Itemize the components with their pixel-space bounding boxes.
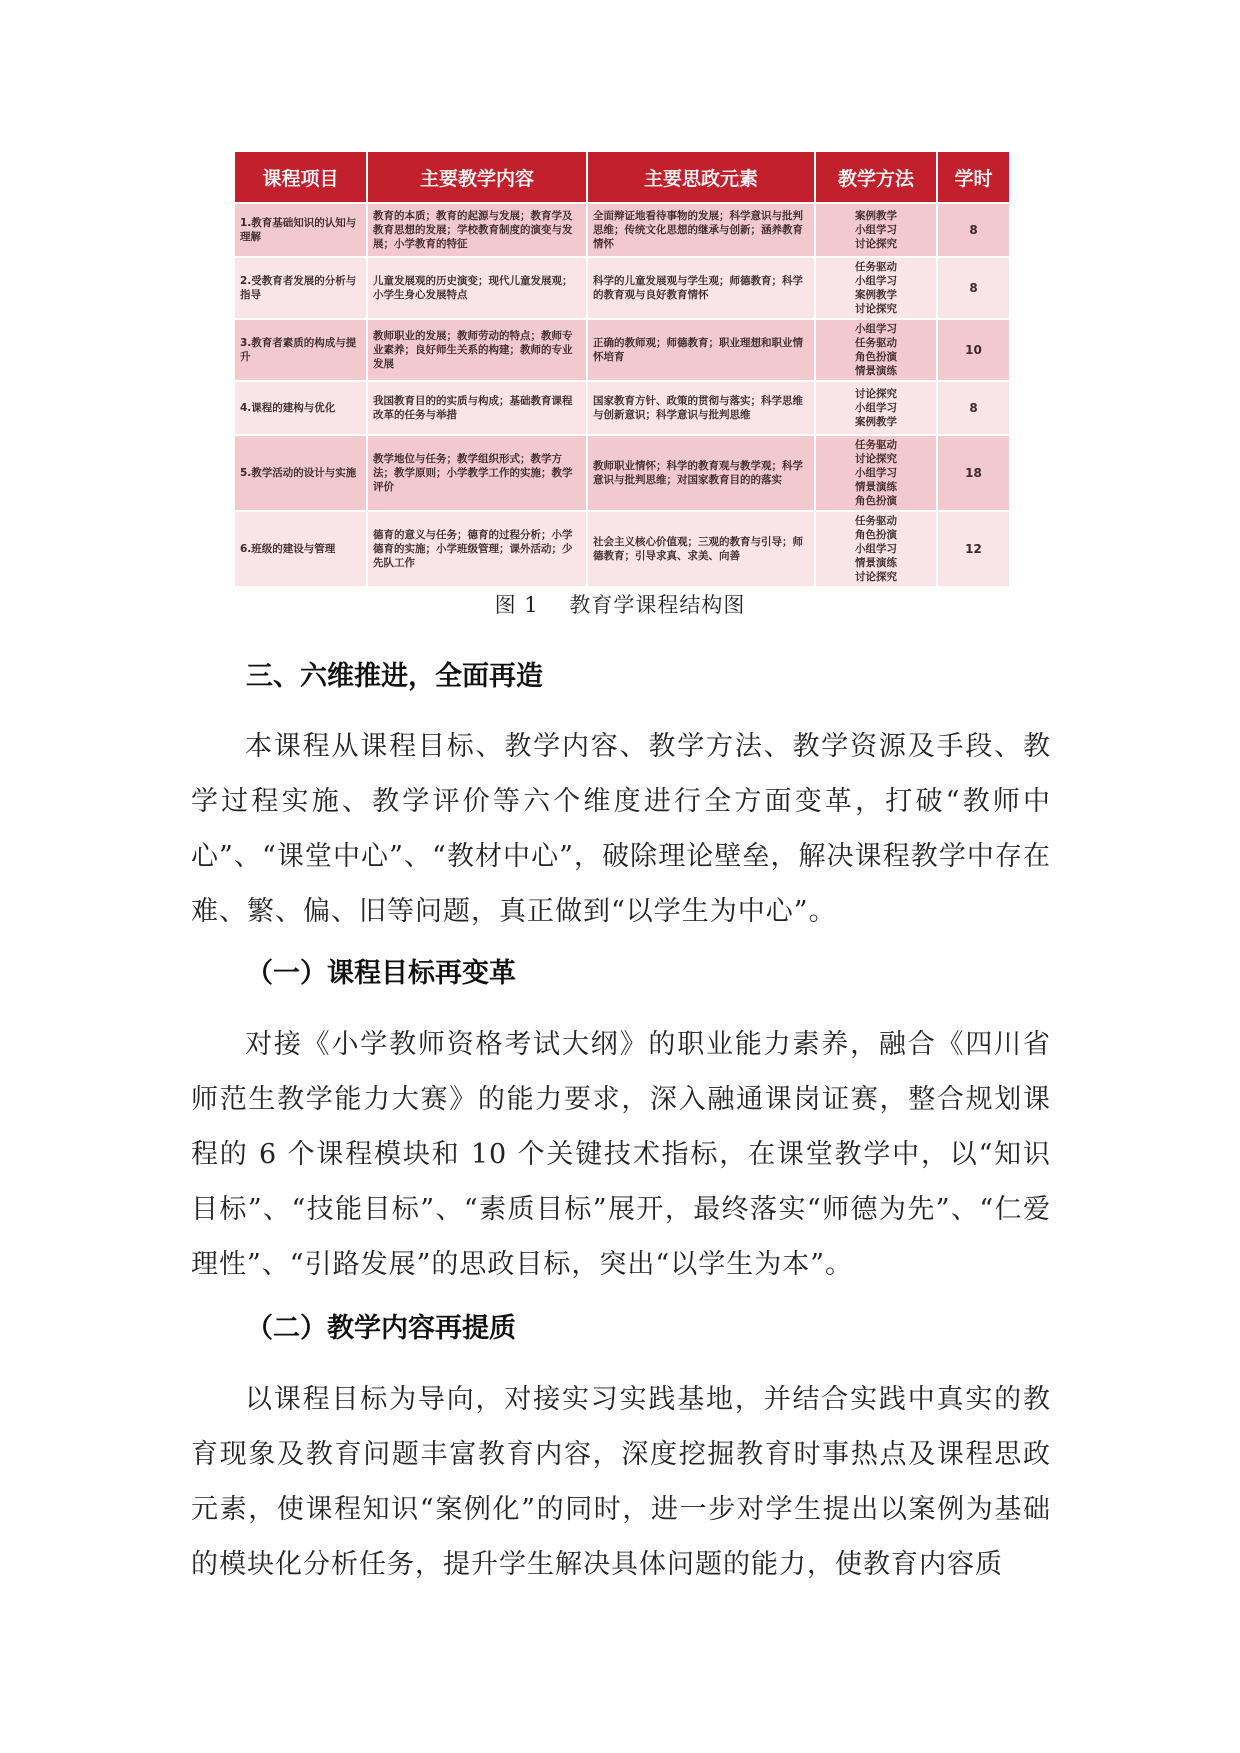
cell-content: 德育的意义与任务；德育的过程分析；小学德育的实施；小学班级管理；课外活动；少先队工作 — [367, 511, 587, 587]
cell-elements: 社会主义核心价值观；三观的教育与引导；师德教育；引导求真、求美、向善 — [587, 511, 815, 587]
header-course-project: 课程项目 — [234, 151, 367, 203]
cell-methods — [815, 319, 937, 381]
table-row — [234, 435, 1010, 511]
method-item: 小组学习 — [855, 402, 897, 414]
table-row — [234, 257, 1010, 319]
cell-hours: 12 — [937, 511, 1010, 587]
method-item: 任务驱动 — [855, 337, 897, 349]
header-teaching-methods: 教学方法 — [815, 151, 937, 203]
table-row — [234, 203, 1010, 257]
header-class-hours: 学时 — [937, 151, 1010, 203]
method-item: 任务驱动 — [855, 261, 897, 273]
cell-elements: 全面辩证地看待事物的发展；科学意识与批判思维；传统文化思想的继承与创新；涵养教育情怀 — [587, 203, 815, 257]
cell-project: 3.教育者素质的构成与提升 — [234, 319, 367, 381]
cell-elements: 科学的儿童发展观与学生观；师德教育；科学的教育观与良好教育情怀 — [587, 257, 815, 319]
table-row — [234, 511, 1010, 587]
cell-methods — [815, 257, 937, 319]
cell-methods — [815, 381, 937, 435]
method-item: 小组学习 — [855, 467, 897, 479]
cell-hours: 18 — [937, 435, 1010, 511]
method-item: 案例教学 — [855, 289, 897, 301]
method-item: 小组学习 — [855, 323, 897, 335]
subsection-paragraph-goals: 对接《小学教师资格考试大纲》的职业能力素养，融合《四川省师范生教学能力大赛》的能力要求，深入融通课岗证赛，整合规划课程的 6 个课程模块和 10 个关键技术指标，在课堂教学中，以“知识目标”、“技能目标”、“素质目标”展开，最终落实“师德为先”、“仁爱理性”、“引路发展”的思政目标，突出“以学生为本”。 — [191, 1029, 1051, 1280]
cell-project: 1.教育基础知识的认知与理解 — [234, 203, 367, 257]
method-item: 讨论探究 — [855, 388, 897, 400]
header-ideological-elements: 主要思政元素 — [587, 151, 815, 203]
cell-project: 6.班级的建设与管理 — [234, 511, 367, 587]
cell-methods — [815, 435, 937, 511]
method-item: 情景演练 — [855, 557, 897, 569]
cell-content: 儿童发展观的历史演变；现代儿童发展观；小学生身心发展特点 — [367, 257, 587, 319]
section-heading: 三、六维推进，全面再造 — [246, 661, 543, 692]
method-item: 任务驱动 — [855, 439, 897, 451]
method-item: 小组学习 — [855, 224, 897, 236]
cell-content: 我国教育目的的实质与构成；基础教育课程改革的任务与举措 — [367, 381, 587, 435]
method-item: 小组学习 — [855, 275, 897, 287]
cell-project: 4.课程的建构与优化 — [234, 381, 367, 435]
cell-content: 教师职业的发展；教师劳动的特点；教师专业素养；良好师生关系的构建；教师的专业发展 — [367, 319, 587, 381]
subsection-paragraph-content: 以课程目标为导向，对接实习实践基地，并结合实践中真实的教育现象及教育问题丰富教育内容，深度挖掘教育时事热点及课程思政元素，使课程知识“案例化”的同时，进一步对学生提出以案例为基础的模块化分析任务，提升学生解决具体问题的能力，使教育内容质 — [191, 1384, 1051, 1580]
method-item: 情景演练 — [855, 481, 897, 493]
cell-elements: 正确的教师观；师德教育；职业理想和职业情怀培育 — [587, 319, 815, 381]
cell-hours: 8 — [937, 381, 1010, 435]
subsection-heading-goals: （一）课程目标再变革 — [246, 958, 516, 989]
cell-elements: 教师职业情怀；科学的教育观与教学观；科学意识与批判思维；对国家教育目的的落实 — [587, 435, 815, 511]
cell-methods — [815, 511, 937, 587]
cell-hours: 8 — [937, 257, 1010, 319]
cell-hours: 10 — [937, 319, 1010, 381]
method-item: 小组学习 — [855, 543, 897, 555]
cell-content: 教育的本质；教育的起源与发展；教育学及教育思想的发展；学校教育制度的演变与发展；小学教育的特征 — [367, 203, 587, 257]
cell-elements: 国家教育方针、政策的贯彻与落实；科学思维与创新意识；科学意识与批判思维 — [587, 381, 815, 435]
method-item: 讨论探究 — [855, 303, 897, 315]
method-item: 情景演练 — [855, 365, 897, 377]
method-item: 案例教学 — [855, 210, 897, 222]
cell-methods — [815, 203, 937, 257]
intro-paragraph: 本课程从课程目标、教学内容、教学方法、教学资源及手段、教学过程实施、教学评价等六个维度进行全方面变革，打破“教师中心”、“课堂中心”、“教材中心”，破除理论壁垒，解决课程教学中存在难、繁、偏、旧等问题，真正做到“以学生为中心”。 — [191, 731, 1051, 927]
cell-project: 2.受教育者发展的分析与指导 — [234, 257, 367, 319]
method-item: 讨论探究 — [855, 571, 897, 583]
table-row — [234, 381, 1010, 435]
method-item: 讨论探究 — [855, 453, 897, 465]
method-item: 任务驱动 — [855, 515, 897, 527]
method-item: 讨论探究 — [855, 238, 897, 250]
figure-caption: 图 1 教育学课程结构图 — [494, 593, 746, 617]
subsection-heading-content: （二）教学内容再提质 — [246, 1313, 516, 1344]
header-main-content: 主要教学内容 — [367, 151, 587, 203]
method-item: 案例教学 — [855, 416, 897, 428]
cell-hours: 8 — [937, 203, 1010, 257]
method-item: 角色扮演 — [855, 495, 897, 507]
course-structure-table — [233, 150, 1011, 588]
method-item: 角色扮演 — [855, 351, 897, 363]
cell-content: 教学地位与任务；教学组织形式；教学方法；教学原则；小学教学工作的实施；教学评价 — [367, 435, 587, 511]
method-item: 角色扮演 — [855, 529, 897, 541]
table-row — [234, 319, 1010, 381]
cell-project: 5.教学活动的设计与实施 — [234, 435, 367, 511]
table-header-row — [234, 151, 1010, 203]
